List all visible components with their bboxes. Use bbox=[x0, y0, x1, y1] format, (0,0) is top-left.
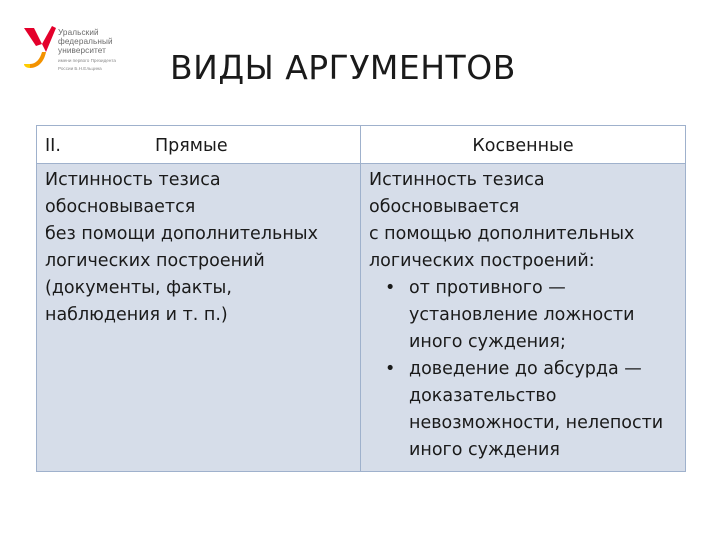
university-logo bbox=[22, 22, 152, 72]
indirect-line: Истинность тезиса bbox=[369, 170, 545, 190]
bullet-line: • доведение до абсурда — bbox=[409, 359, 642, 379]
header-direct-label: Прямые bbox=[155, 136, 228, 156]
logo-text bbox=[58, 28, 154, 71]
direct-line: логических построений bbox=[45, 251, 265, 271]
direct-line: наблюдения и т. п.) bbox=[45, 305, 228, 325]
bullet-line: • от противного — bbox=[409, 278, 566, 298]
list-item-by-contradiction bbox=[369, 275, 679, 356]
logo-subline-2: России Б.Н.Ельцина bbox=[58, 66, 102, 72]
direct-description bbox=[45, 167, 354, 329]
indirect-methods-list bbox=[369, 275, 679, 464]
indirect-line: с помощью дополнительных bbox=[369, 224, 635, 244]
urfu-logo-icon bbox=[22, 22, 58, 72]
indirect-description bbox=[369, 167, 679, 275]
indirect-line: обосновывается bbox=[369, 197, 520, 217]
bullet-line: доказательство bbox=[409, 386, 557, 406]
bullet-line: иного суждения bbox=[409, 440, 560, 460]
indirect-description-cell bbox=[361, 164, 686, 472]
table-header-row bbox=[37, 126, 686, 164]
list-item-reductio-ad-absurdum bbox=[369, 356, 679, 464]
direct-description-cell bbox=[37, 164, 361, 472]
bullet-line: иного суждения; bbox=[409, 332, 566, 352]
direct-line: Истинность тезиса bbox=[45, 170, 221, 190]
arguments-table bbox=[36, 125, 686, 472]
bullet-line: установление ложности bbox=[409, 305, 635, 325]
logo-line-2: федеральный bbox=[58, 37, 113, 46]
table-body-row bbox=[37, 164, 686, 472]
header-indirect-cell bbox=[361, 126, 686, 164]
logo-subline-1: имени первого Президента bbox=[58, 58, 116, 63]
direct-line: без помощи дополнительных bbox=[45, 224, 318, 244]
header-number: II. bbox=[45, 136, 61, 156]
indirect-line: логических построений: bbox=[369, 251, 595, 271]
logo-line-1: Уральский bbox=[58, 28, 99, 37]
direct-line: обосновывается bbox=[45, 197, 196, 217]
direct-line: (документы, факты, bbox=[45, 278, 232, 298]
bullet-line: невозможности, нелепости bbox=[409, 413, 664, 433]
header-direct-cell bbox=[37, 126, 361, 164]
header-indirect-label: Косвенные bbox=[472, 136, 574, 156]
logo-line-3: университет bbox=[58, 46, 107, 55]
slide-title: ВИДЫ АРГУМЕНТОВ bbox=[170, 48, 516, 87]
